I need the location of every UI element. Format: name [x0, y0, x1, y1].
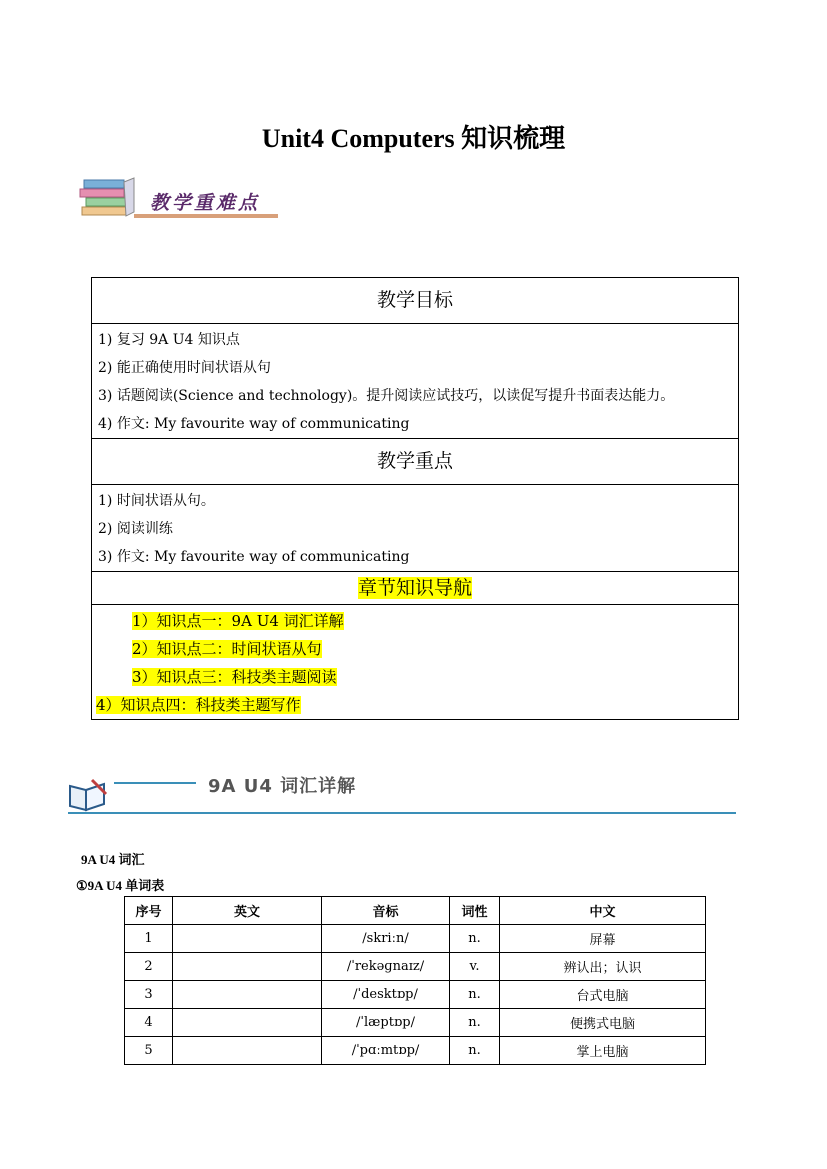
table-row — [125, 953, 706, 981]
nav-header-text: 章节知识导航 — [357, 577, 472, 599]
focus-list — [92, 485, 738, 572]
vocab-label: 9A U4 词汇 — [81, 852, 145, 867]
word-table — [124, 896, 706, 1065]
column-header: 音标 — [322, 897, 450, 925]
table-header-row — [125, 897, 706, 925]
goals-header: 教学目标 — [92, 278, 738, 324]
cell-pos: n. — [450, 925, 500, 953]
page-title: Unit4 Computers 知识梳理 — [261, 124, 566, 153]
nav-item-label: 3）知识点三：科技类主题阅读 — [132, 668, 337, 686]
vocab-sublabel: ①9A U4 单词表 — [76, 878, 165, 893]
cell-chinese: 掌上电脑 — [500, 1037, 706, 1065]
list-item: 2) 能正确使用时间状语从句 — [98, 360, 271, 376]
section-divider — [68, 812, 736, 814]
nav-item — [92, 691, 738, 719]
section-heading: 教学重难点 — [150, 192, 261, 214]
list-item: 3) 作文: My favourite way of communicating — [98, 549, 410, 565]
cell-chinese: 台式电脑 — [500, 981, 706, 1009]
goals-table — [91, 277, 739, 720]
cell-chinese: 屏幕 — [500, 925, 706, 953]
cell-english — [173, 1009, 322, 1037]
nav-item — [92, 663, 738, 691]
cell-pos: v. — [450, 953, 500, 981]
cell-chinese: 便携式电脑 — [500, 1009, 706, 1037]
cell-phonetic: /ˈrekəɡnaɪz/ — [322, 953, 450, 981]
cell-english — [173, 925, 322, 953]
cell-index: 2 — [125, 953, 173, 981]
teaching-focus-banner — [78, 176, 288, 224]
cell-phonetic: /skriːn/ — [322, 925, 450, 953]
goals-list — [92, 324, 738, 439]
nav-list — [92, 605, 738, 719]
cell-phonetic: /ˈlæptɒp/ — [322, 1009, 450, 1037]
list-item: 2) 阅读训练 — [98, 521, 173, 537]
list-item: 1) 时间状语从句。 — [98, 493, 215, 509]
cell-english — [173, 1037, 322, 1065]
cell-index: 1 — [125, 925, 173, 953]
cell-phonetic: /ˈpɑːmtɒp/ — [322, 1037, 450, 1065]
cell-pos: n. — [450, 1009, 500, 1037]
list-item: 1) 复习 9A U4 知识点 — [98, 332, 240, 348]
table-row — [125, 925, 706, 953]
column-header: 中文 — [500, 897, 706, 925]
table-row — [125, 981, 706, 1009]
column-header: 词性 — [450, 897, 500, 925]
cell-index: 3 — [125, 981, 173, 1009]
nav-item — [92, 635, 738, 663]
focus-header: 教学重点 — [92, 439, 738, 485]
column-header: 序号 — [125, 897, 173, 925]
open-book-icon — [66, 778, 110, 814]
cell-chinese: 辨认出；认识 — [500, 953, 706, 981]
nav-item — [92, 607, 738, 635]
cell-index: 5 — [125, 1037, 173, 1065]
decor-line — [114, 782, 196, 784]
cell-english — [173, 953, 322, 981]
section-heading: 9A U4 词汇详解 — [208, 776, 357, 797]
nav-header — [92, 572, 738, 605]
cell-english — [173, 981, 322, 1009]
nav-item-label: 4）知识点四：科技类主题写作 — [96, 696, 301, 714]
cell-phonetic: /ˈdesktɒp/ — [322, 981, 450, 1009]
nav-item-label: 2）知识点二：时间状语从句 — [132, 640, 322, 658]
cell-pos: n. — [450, 1037, 500, 1065]
list-item: 4) 作文: My favourite way of communicating — [98, 416, 410, 432]
column-header: 英文 — [173, 897, 322, 925]
heading-underline — [134, 214, 278, 218]
books-icon — [78, 176, 138, 220]
table-row — [125, 1009, 706, 1037]
nav-item-label: 1）知识点一：9A U4 词汇详解 — [132, 612, 344, 630]
list-item: 3) 话题阅读(Science and technology)。提升阅读应试技巧，以读促写提升书面表达能力。 — [98, 388, 675, 404]
table-row — [125, 1037, 706, 1065]
cell-index: 4 — [125, 1009, 173, 1037]
vocab-section-banner — [66, 768, 736, 818]
cell-pos: n. — [450, 981, 500, 1009]
